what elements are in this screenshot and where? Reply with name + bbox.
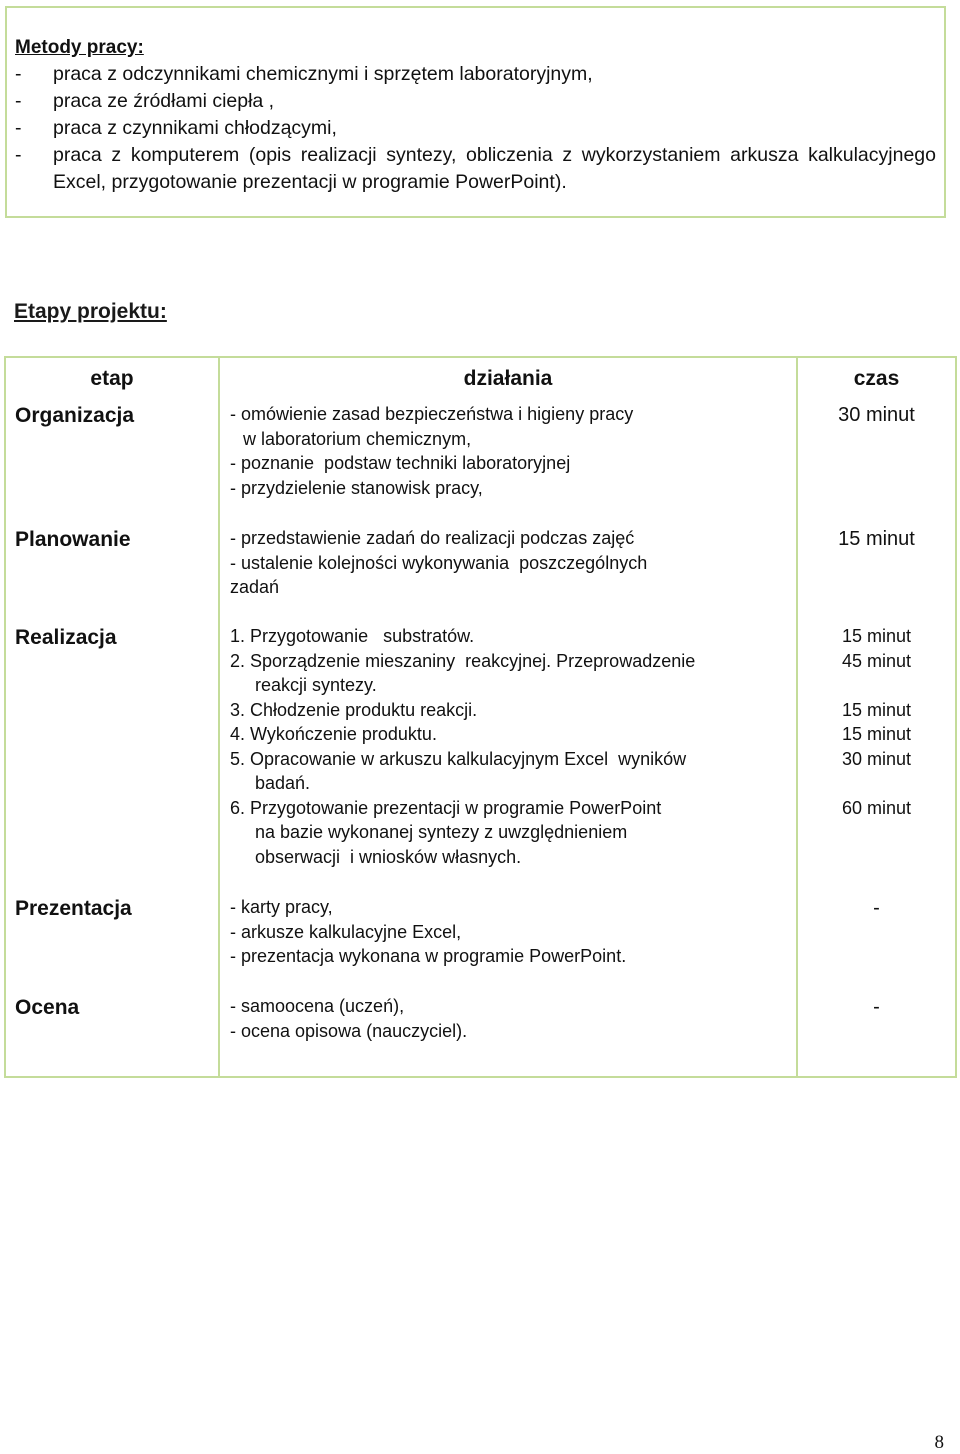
stage-actions: 1. Przygotowanie substratów. 2. Sporządzenie mieszaniny reakcyjnej. Przeprowadzenie reakcji syntezy. 3. Chłodzenie produktu reakcji. 4. Wykończenie produktu. 5. Opracowanie w arkuszu kalkulacyjnym Excel wyników badań. 6. Przygotowanie prezentacji w programie PowerPoint na bazie wykonanej syntezy z uwzględnieniem obserwacji i wniosków własnych. — [219, 622, 797, 893]
methods-box — [5, 6, 946, 218]
list-item: - praca z czynnikami chłodzącymi, — [15, 116, 337, 139]
methods-title: Metody pracy: — [15, 37, 144, 58]
list-item: - praca z komputerem (opis realizacji syntezy, obliczenia z wykorzystaniem arkusza kalkulacyjnego Excel, przygotowanie prezentacji w programie PowerPoint). — [15, 143, 936, 193]
stage-name: Prezentacja — [5, 893, 219, 992]
stages-title: Etapy projektu: — [14, 300, 167, 323]
stage-time: 15 minut — [797, 524, 956, 622]
stage-actions: - przedstawienie zadań do realizacji podczas zajęć - ustalenie kolejności wykonywania poszczególnych zadań — [219, 524, 797, 622]
table-header-row — [5, 357, 956, 400]
stage-actions: - karty pracy, - arkusze kalkulacyjne Excel, - prezentacja wykonana w programie PowerPoint. — [219, 893, 797, 992]
stage-times: 15 minut 45 minut 15 minut 15 minut 30 minut 60 minut — [797, 622, 956, 893]
stage-name: Ocena — [5, 992, 219, 1077]
stage-name: Planowanie — [5, 524, 219, 622]
stage-actions: - omówienie zasad bezpieczeństwa i higieny pracy w laboratorium chemicznym, - poznanie podstaw techniki laboratoryjnej - przydzielenie stanowisk pracy, — [219, 400, 797, 524]
table-row — [5, 992, 956, 1077]
stage-time: - — [797, 992, 956, 1077]
stage-time: 30 minut — [797, 400, 956, 524]
table-row — [5, 400, 956, 524]
stages-table — [4, 356, 957, 1078]
stage-time: - — [797, 893, 956, 992]
table-row — [5, 524, 956, 622]
table-row — [5, 622, 956, 893]
list-item: - praca z odczynnikami chemicznymi i sprzętem laboratoryjnym, — [15, 62, 593, 85]
header-time: czas — [797, 357, 956, 400]
methods-list — [15, 61, 936, 196]
stage-name: Realizacja — [5, 622, 219, 893]
header-actions: działania — [219, 357, 797, 400]
stage-name: Organizacja — [5, 400, 219, 524]
header-stage: etap — [5, 357, 219, 400]
table-row — [5, 893, 956, 992]
list-item: - praca ze źródłami ciepła , — [15, 89, 275, 112]
stage-actions: - samoocena (uczeń), - ocena opisowa (nauczyciel). — [219, 992, 797, 1077]
page-number: 8 — [934, 1432, 944, 1453]
